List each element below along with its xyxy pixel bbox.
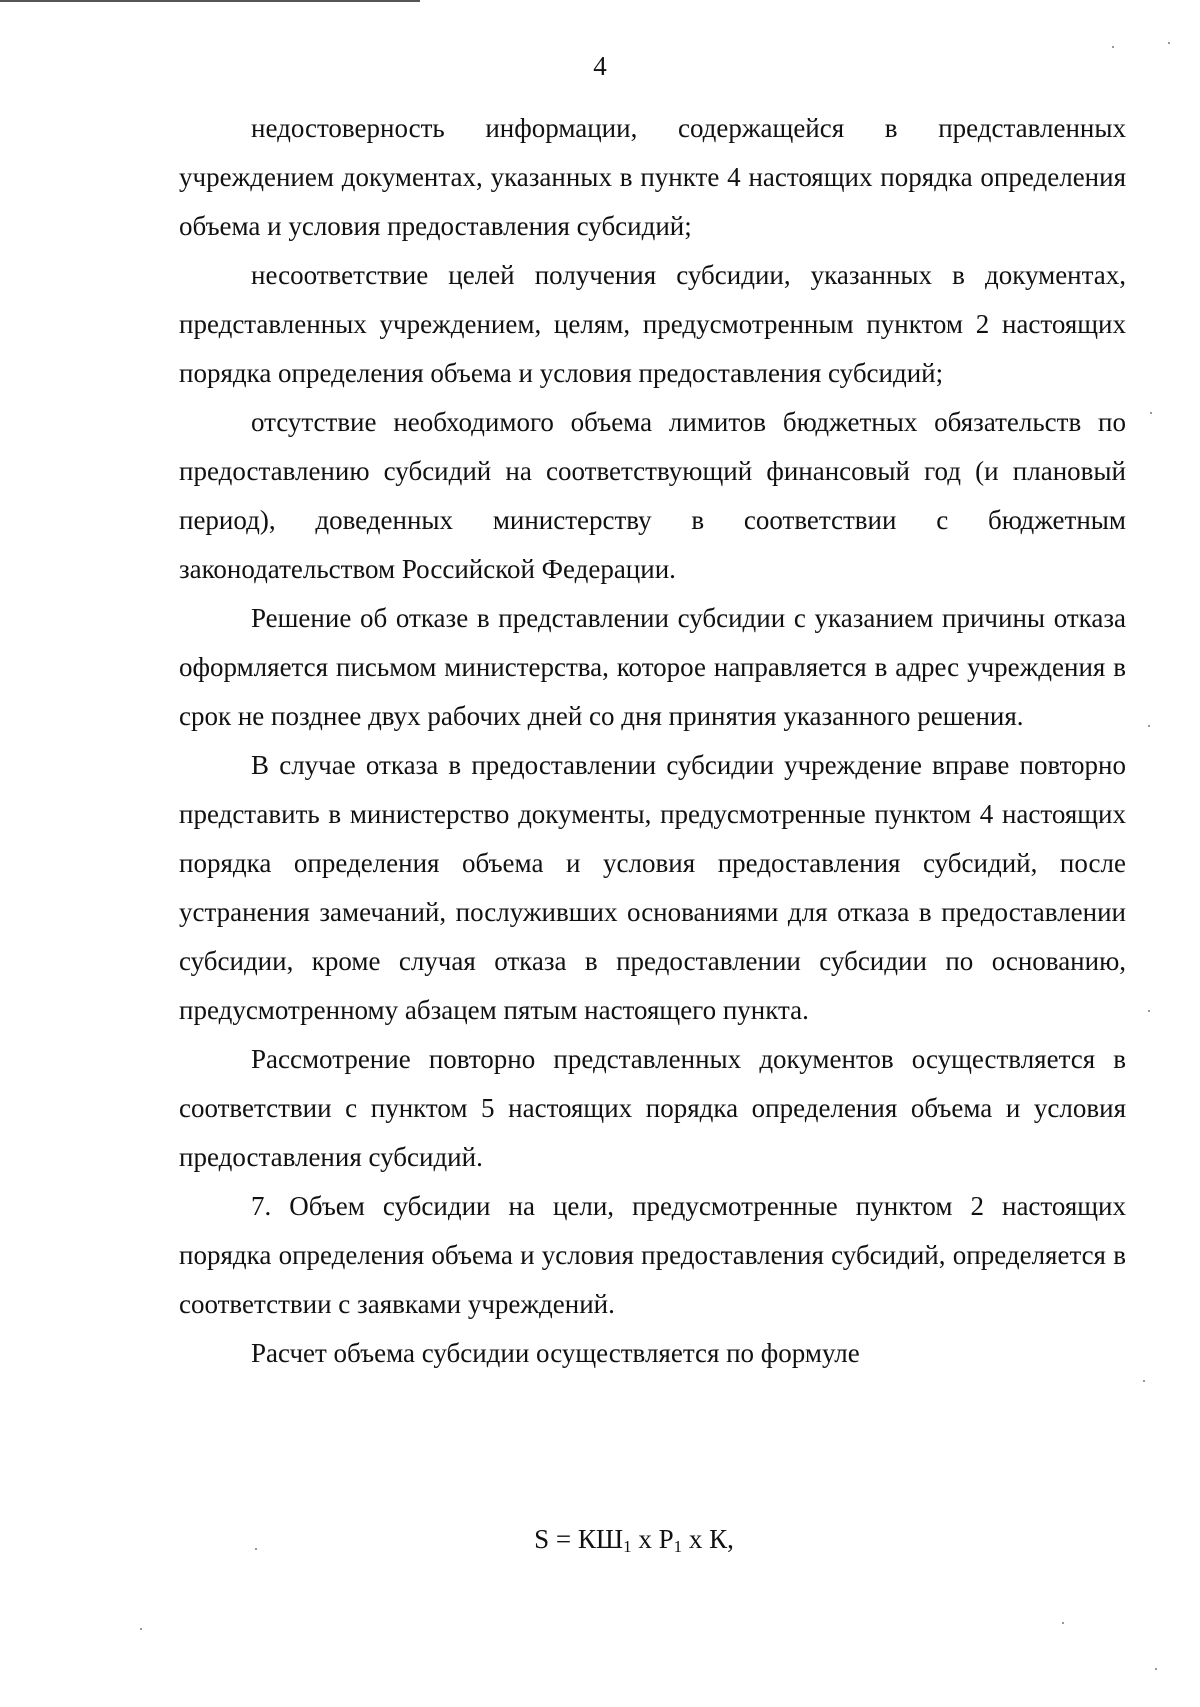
scan-speck xyxy=(1148,1010,1150,1012)
scan-speck xyxy=(140,1628,142,1630)
scan-speck xyxy=(1112,46,1114,48)
scan-speck xyxy=(255,1548,257,1550)
formula-equals: = xyxy=(555,1524,572,1554)
paragraph-review-resubmitted: Рассмотрение повторно представленных документов осуществляется в соответствии с пунктом 5 настоящих порядка определения объема и условия предоставления субсидий. xyxy=(179,1044,1126,1172)
scan-speck xyxy=(1150,412,1152,414)
scan-speck xyxy=(1062,1622,1064,1624)
scan-speck xyxy=(1168,42,1170,44)
paragraph-refusal-decision: Решение об отказе в представлении субсидии с указанием причины отказа оформляется письмом министерства, которое направляется в адрес учреждения в срок не позднее двух рабочих дней со дня принятия указанного решения. xyxy=(179,603,1126,731)
top-scan-edge xyxy=(0,0,420,2)
formula-s: S xyxy=(534,1524,550,1554)
document-body xyxy=(179,104,1126,1378)
subsidy-formula xyxy=(34,1523,1200,1555)
scan-speck xyxy=(1143,1380,1145,1382)
scan-speck xyxy=(1155,1668,1157,1670)
paragraph-unreliable-information: недостоверность информации, содержащейся в представленных учреждением документах, указанных в пункте 4 настоящих порядка определения объема и условия предоставления субсидий; xyxy=(179,113,1126,241)
paragraph-goal-mismatch: несоответствие целей получения субсидии, указанных в документах, представленных учреждением, целям, предусмотренным пунктом 2 настоящих порядка определения объема и условия предоставления субсидий; xyxy=(179,260,1126,388)
paragraph-budget-limits: отсутствие необходимого объема лимитов бюджетных обязательств по предоставлению субсидий на соответствующий финансовый год (и плановый период), доведенных министерству в соответствии с бюджетным законодательством Российской Федерации. xyxy=(179,407,1126,584)
scan-speck xyxy=(1148,725,1150,727)
formula-p: $P_1$ xyxy=(658,1524,683,1556)
paragraph-calculation-intro: Расчет объема субсидии осуществляется по формуле xyxy=(251,1338,860,1368)
formula-times-2: x xyxy=(688,1524,703,1554)
formula-k: К, xyxy=(709,1524,734,1554)
formula-times-1: x xyxy=(638,1524,652,1554)
formula-ksh: $КШ_1$ xyxy=(577,1524,632,1556)
paragraph-resubmission: В случае отказа в предоставлении субсидии учреждение вправе повторно представить в министерство документы, предусмотренные пунктом 4 настоящих порядка определения объема и условия предоставления субсидий, после устранения замечаний, послуживших основаниями для отказа в предоставлении субсидии, кроме случая отказа в предоставлении субсидии по основанию, предусмотренному абзацем пятым настоящего пункта. xyxy=(179,750,1126,1025)
page-number: 4 xyxy=(593,51,607,81)
paragraph-subsidy-volume: 7. Объем субсидии на цели, предусмотренные пунктом 2 настоящих порядка определения объема и условия предоставления субсидий, определяется в соответствии с заявками учреждений. xyxy=(179,1191,1126,1319)
